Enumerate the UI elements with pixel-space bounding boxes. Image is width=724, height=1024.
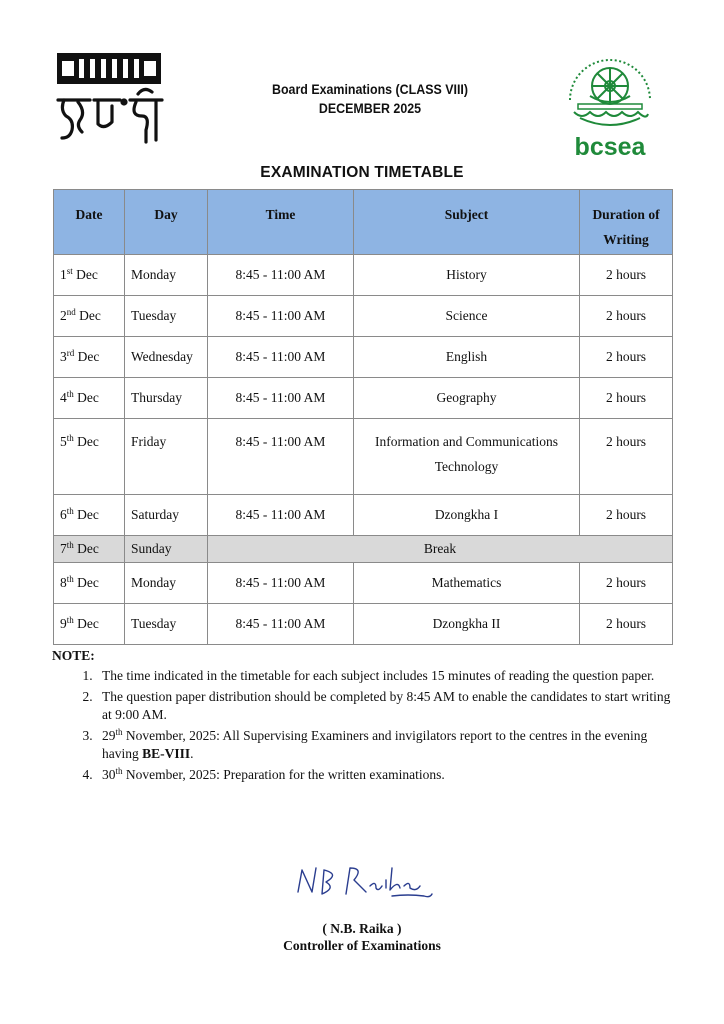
- time-cell: 8:45 - 11:00 AM: [208, 337, 354, 378]
- table-row: [54, 296, 673, 337]
- column-header-date: Date: [54, 190, 125, 255]
- date-cell: 2nd Dec: [54, 296, 125, 337]
- signature: [292, 858, 442, 903]
- duration-cell: 2 hours: [580, 604, 673, 645]
- time-cell: 8:45 - 11:00 AM: [208, 495, 354, 536]
- date-cell: 6th Dec: [54, 495, 125, 536]
- time-cell: 8:45 - 11:00 AM: [208, 563, 354, 604]
- date-cell: 8th Dec: [54, 563, 125, 604]
- time-cell: 8:45 - 11:00 AM: [208, 296, 354, 337]
- day-cell: Tuesday: [125, 604, 208, 645]
- subject-cell: Information and Communications Technology: [354, 419, 580, 495]
- subject-cell: Dzongkha I: [354, 495, 580, 536]
- day-cell: Thursday: [125, 378, 208, 419]
- break-cell: Break: [208, 536, 673, 563]
- exam-month: DECEMBER 2025: [318, 101, 422, 116]
- signatory-name: ( N.B. Raika ): [322, 921, 402, 936]
- notes-heading: NOTE:: [52, 648, 95, 663]
- table-row: [54, 563, 673, 604]
- note-item: 3. 29th November, 2025: All Supervising Examiners and invigilators report to the centres in the evening having BE-VIII.: [96, 727, 672, 763]
- subject-cell: Dzongkha II: [354, 604, 580, 645]
- page-title: EXAMINATION TIMETABLE: [260, 164, 464, 181]
- exam-header: [220, 80, 520, 118]
- column-header-time: Time: [208, 190, 354, 255]
- time-cell: 8:45 - 11:00 AM: [208, 419, 354, 495]
- exam-timetable: [53, 189, 673, 645]
- table-row: [54, 604, 673, 645]
- break-row: [54, 536, 673, 563]
- note-item: 1. The time indicated in the timetable for each subject includes 15 minutes of reading the question paper.: [96, 667, 672, 685]
- subject-cell: Science: [354, 296, 580, 337]
- dzongkha-exam-logo-icon: [50, 50, 170, 145]
- note-item: 4. 30th November, 2025: Preparation for the written examinations.: [96, 766, 672, 784]
- duration-cell: 2 hours: [580, 337, 673, 378]
- table-row: [54, 419, 673, 495]
- notes-list: [52, 667, 672, 784]
- exam-board-title: Board Examinations (CLASS VIII): [271, 82, 468, 97]
- table-row: [54, 495, 673, 536]
- subject-cell: English: [354, 337, 580, 378]
- date-cell: 4th Dec: [54, 378, 125, 419]
- column-header-duration: Duration of Writing: [580, 190, 673, 255]
- time-cell: 8:45 - 11:00 AM: [208, 378, 354, 419]
- table-row: [54, 337, 673, 378]
- time-cell: 8:45 - 11:00 AM: [208, 255, 354, 296]
- time-cell: 8:45 - 11:00 AM: [208, 604, 354, 645]
- day-cell: Sunday: [125, 536, 208, 563]
- duration-cell: 2 hours: [580, 495, 673, 536]
- duration-cell: 2 hours: [580, 255, 673, 296]
- duration-cell: 2 hours: [580, 378, 673, 419]
- day-cell: Monday: [125, 255, 208, 296]
- date-cell: 5th Dec: [54, 419, 125, 495]
- column-header-day: Day: [125, 190, 208, 255]
- notes-section: [52, 648, 672, 787]
- day-cell: Monday: [125, 563, 208, 604]
- signatory-title: Controller of Examinations: [283, 938, 441, 953]
- day-cell: Tuesday: [125, 296, 208, 337]
- date-cell: 7th Dec: [54, 536, 125, 563]
- bcsea-logo-text: bcsea: [574, 133, 646, 160]
- subject-cell: History: [354, 255, 580, 296]
- date-cell: 9th Dec: [54, 604, 125, 645]
- column-header-subject: Subject: [354, 190, 580, 255]
- date-cell: 3rd Dec: [54, 337, 125, 378]
- duration-cell: 2 hours: [580, 419, 673, 495]
- duration-cell: 2 hours: [580, 296, 673, 337]
- subject-cell: Geography: [354, 378, 580, 419]
- duration-cell: 2 hours: [580, 563, 673, 604]
- bcsea-dharma-wheel-logo-icon: [560, 48, 660, 160]
- table-row: [54, 255, 673, 296]
- day-cell: Friday: [125, 419, 208, 495]
- note-item: 2. The question paper distribution should be completed by 8:45 AM to enable the candidates to start writing at 9:00 AM.: [96, 688, 672, 724]
- date-cell: 1st Dec: [54, 255, 125, 296]
- table-header-row: [54, 190, 673, 255]
- table-row: [54, 378, 673, 419]
- subject-cell: Mathematics: [354, 563, 580, 604]
- day-cell: Saturday: [125, 495, 208, 536]
- day-cell: Wednesday: [125, 337, 208, 378]
